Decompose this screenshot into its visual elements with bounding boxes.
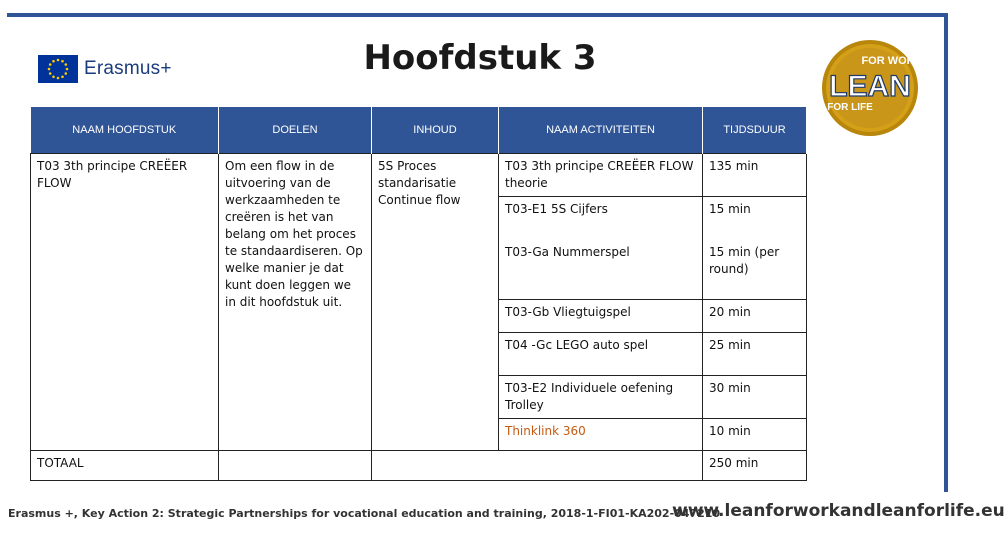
page-title: Hoofdstuk 3 bbox=[363, 38, 597, 78]
activity-duration-cell: 10 min bbox=[703, 419, 807, 451]
content-cell: 5S Proces standarisatie Continue flow bbox=[372, 154, 499, 451]
activity-duration-cell: 135 min bbox=[703, 154, 807, 197]
column-header: INHOUD bbox=[372, 107, 499, 154]
lean-logo-top-text: FOR WORK bbox=[861, 55, 923, 67]
table-header-row bbox=[31, 107, 807, 154]
empty-cell bbox=[499, 451, 703, 481]
total-duration-cell: 250 min bbox=[703, 451, 807, 481]
lean-logo-main-text: LEAN bbox=[829, 70, 911, 103]
lean-logo-bottom-text: FOR LIFE bbox=[827, 102, 873, 113]
activity-duration-cell: 30 min bbox=[703, 376, 807, 419]
footer-website[interactable]: www.leanforworkandleanforlife.eu bbox=[672, 501, 1005, 521]
column-header: NAAM HOOFDSTUK bbox=[31, 107, 219, 154]
activity-duration-cell: 15 min (per round) bbox=[703, 240, 807, 300]
total-row bbox=[31, 451, 807, 481]
lean-logo bbox=[820, 38, 923, 138]
activity-name-cell: Thinklink 360 bbox=[499, 419, 703, 451]
column-header: NAAM ACTIVITEITEN bbox=[499, 107, 703, 154]
activity-duration-cell: 20 min bbox=[703, 300, 807, 333]
goals-cell: Om een flow in de uitvoering van de werkzaamheden te creëren is het van belang om het proces te standaardiseren. Op welke manier je dat kunt doen leggen we in dit hoofdstuk uit. bbox=[219, 154, 372, 451]
chapter-table bbox=[30, 107, 807, 481]
table-row bbox=[31, 154, 807, 197]
activity-duration-cell: 15 min bbox=[703, 197, 807, 240]
activity-name-cell: T03-Gb Vliegtuigspel bbox=[499, 300, 703, 333]
footer-partnership-text: Erasmus +, Key Action 2: Strategic Partnerships for vocational education and training, 2018-1-FI01-KA202-047210 bbox=[8, 507, 721, 520]
activity-name-cell: T04 -Gc LEGO auto spel bbox=[499, 333, 703, 376]
activity-name-cell: T03-Ga Nummerspel bbox=[499, 240, 703, 300]
activity-duration-cell: 25 min bbox=[703, 333, 807, 376]
total-label-cell: TOTAAL bbox=[31, 451, 219, 481]
column-header: TIJDSDUUR bbox=[703, 107, 807, 154]
activity-name-cell: T03-E1 5S Cijfers bbox=[499, 197, 703, 240]
empty-cell bbox=[372, 451, 499, 481]
empty-cell bbox=[219, 451, 372, 481]
activity-name-cell: T03 3th principe CREËER FLOW theorie bbox=[499, 154, 703, 197]
activity-name-cell: T03-E2 Individuele oefening Trolley bbox=[499, 376, 703, 419]
chapter-name-cell: T03 3th principe CREËER FLOW bbox=[31, 154, 219, 451]
column-header: DOELEN bbox=[219, 107, 372, 154]
erasmus-label: Erasmus+ bbox=[84, 58, 172, 79]
